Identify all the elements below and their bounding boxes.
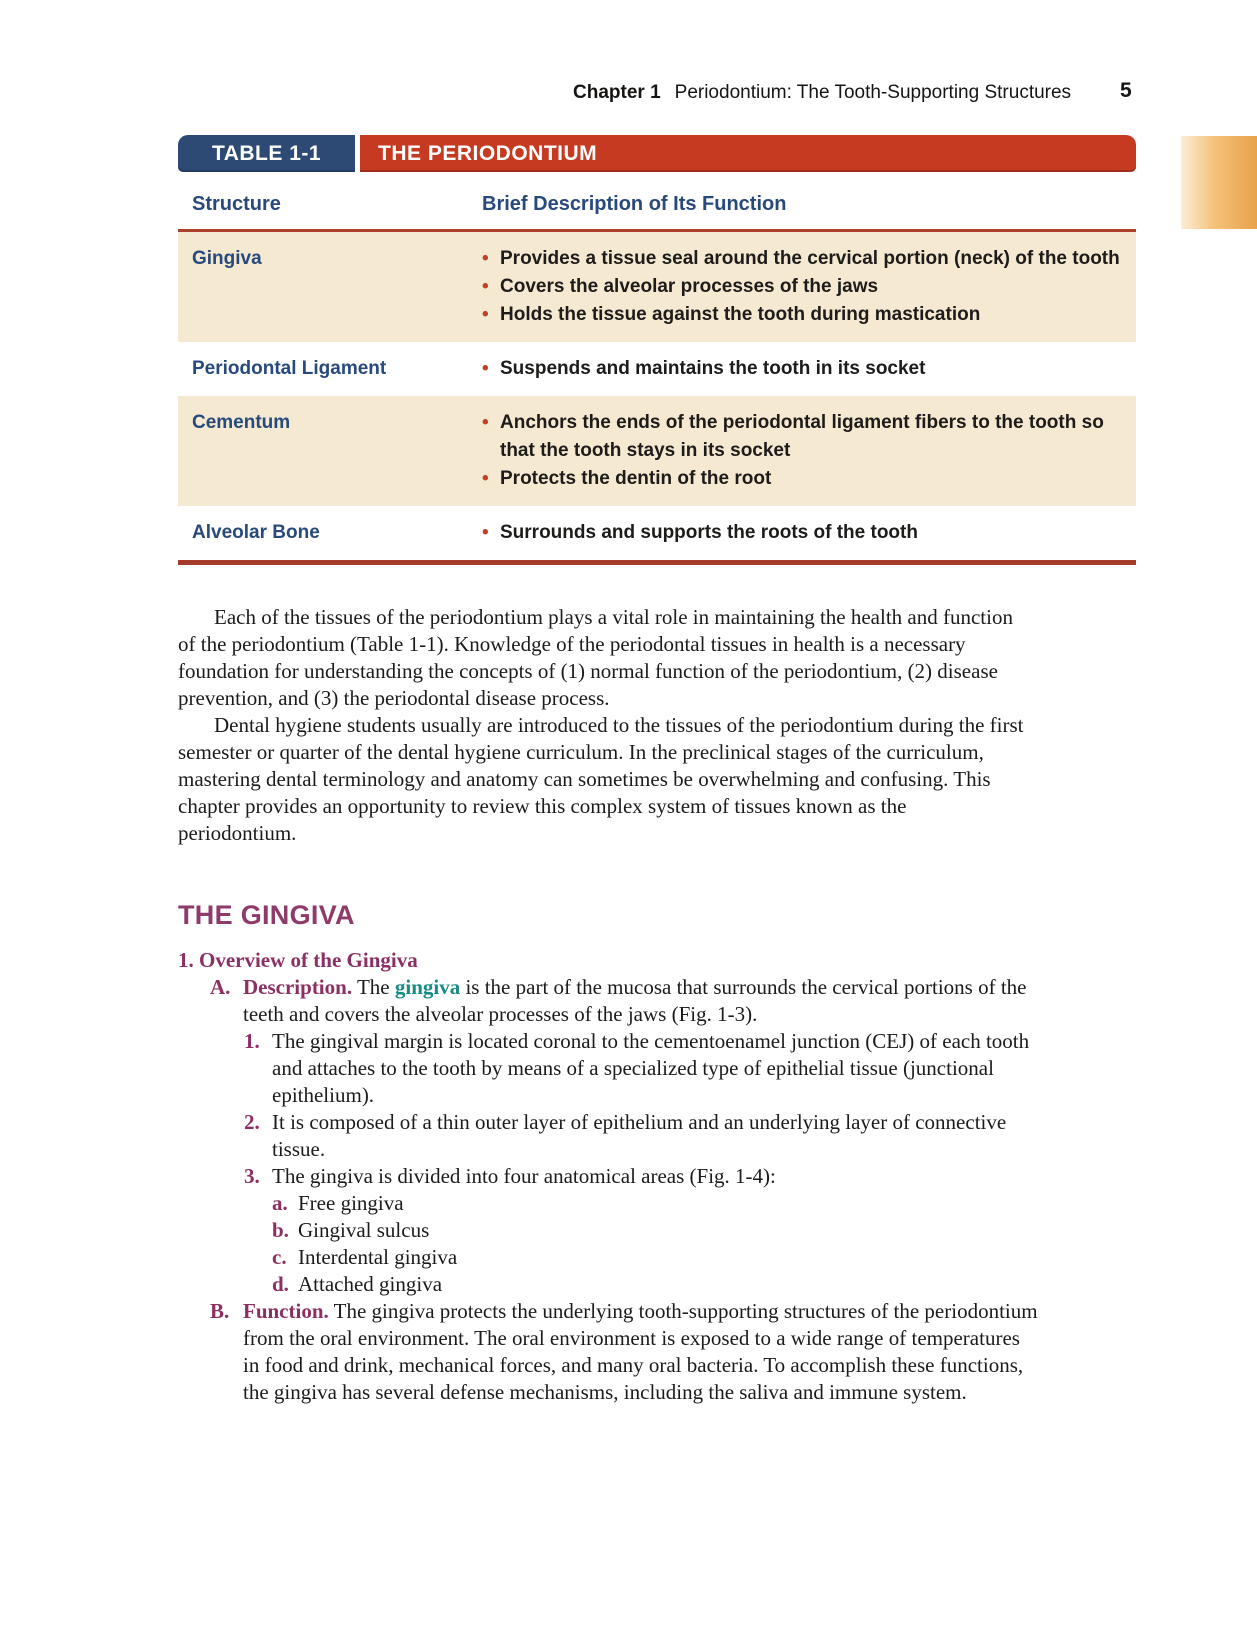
outline-title: Overview of the Gingiva	[199, 948, 418, 972]
outline-marker: a.	[272, 1191, 288, 1215]
bullet-item	[482, 409, 1122, 465]
outline-item-B	[210, 1298, 1040, 1406]
bullet-text: Anchors the ends of the periodontal ligament fibers to the tooth so that the tooth stays in its socket	[500, 412, 1104, 461]
chapter-label: Chapter 1	[573, 82, 661, 103]
outline-label: Function.	[243, 1299, 329, 1323]
outline-subitem-1	[244, 1028, 1040, 1109]
outline-text: Attached gingiva	[298, 1272, 443, 1296]
description-cell	[482, 355, 1122, 383]
bullet-icon: •	[482, 412, 489, 433]
outline-marker: d.	[272, 1272, 289, 1296]
outline-subitem-3	[244, 1163, 1040, 1190]
outline-text: It is composed of a thin outer layer of epithelium and an underlying layer of connective tissue.	[272, 1110, 1007, 1161]
outline-marker: 1.	[244, 1029, 260, 1053]
outline-text: The	[356, 975, 390, 999]
outline-marker: A.	[210, 975, 231, 999]
outline-marker: 2.	[244, 1110, 260, 1134]
column-header-description: Brief Description of Its Function	[482, 193, 787, 215]
paragraph: Each of the tissues of the periodontium plays a vital role in maintaining the health and function of the periodontium (Table 1-1). Knowledge of the periodontal tissues in health is a necessary foundation for understanding the concepts of (1) normal function of the periodontium, (2) disease prevention, and (3) the periodontal disease process.	[178, 605, 1013, 710]
outline-area-c	[272, 1244, 1040, 1271]
table-header-bar	[178, 135, 1136, 172]
outline-text: The gingival margin is located coronal to the cementoenamel junction (CEJ) of each tooth and attaches to the tooth by means of a specialized type of epithelial tissue (junctional epithelium).	[272, 1029, 1030, 1107]
outline-content	[243, 1298, 1040, 1406]
bullet-item	[482, 355, 1122, 383]
bullet-icon: •	[482, 276, 489, 297]
table-row	[178, 342, 1136, 396]
structure-cell: Alveolar Bone	[192, 522, 320, 543]
table-row	[178, 396, 1136, 506]
page-number: 5	[1120, 79, 1132, 102]
outline-marker: B.	[210, 1299, 230, 1323]
outline-area-b	[272, 1217, 1040, 1244]
bullet-item	[482, 301, 1122, 329]
outline-area-d	[272, 1271, 1040, 1298]
outline-text: is the part of the mucosa that surrounds the cervical portions of the teeth and covers the alveolar processes of the jaws (Fig. 1-3).	[243, 975, 1027, 1026]
outline-label: Description.	[243, 975, 353, 999]
bullet-text: Surrounds and supports the roots of the tooth	[500, 522, 918, 543]
bullet-item	[482, 519, 1122, 547]
outline-marker: c.	[272, 1245, 287, 1269]
outline-text: The gingiva protects the underlying tooth-supporting structures of the periodontium from the oral environment. The oral environment is exposed to a wide range of temperatures in food and drink, mechanical forces, and many oral bacteria. To accomplish these functions, the gingiva has several defense mechanisms, including the saliva and immune system.	[243, 1299, 1038, 1404]
bullet-icon: •	[482, 468, 489, 489]
table-1-1	[178, 135, 1136, 565]
table-title: THE PERIODONTIUM	[360, 135, 1136, 172]
column-header-structure: Structure	[192, 193, 281, 215]
outline-marker: b.	[272, 1218, 289, 1242]
bullet-icon: •	[482, 248, 489, 269]
table-column-headers	[178, 172, 1136, 229]
description-cell	[482, 245, 1122, 329]
gingiva-section	[178, 900, 1040, 1406]
bullet-item	[482, 245, 1122, 273]
table-bottom-rule	[178, 560, 1136, 565]
bullet-text: Covers the alveolar processes of the jaws	[500, 276, 879, 297]
outline-content	[243, 974, 1040, 1028]
outline-text: Gingival sulcus	[298, 1218, 430, 1242]
table-row	[178, 232, 1136, 342]
outline-item-1	[178, 947, 1040, 974]
structure-cell: Gingiva	[192, 248, 262, 269]
outline-subitem-2	[244, 1109, 1040, 1163]
outline-text: The gingiva is divided into four anatomical areas (Fig. 1-4):	[272, 1164, 776, 1188]
section-heading: THE GINGIVA	[178, 900, 355, 930]
outline-marker: 1.	[178, 948, 194, 972]
paragraph: Dental hygiene students usually are introduced to the tissues of the periodontium during the first semester or quarter of the dental hygiene curriculum. In the preclinical stages of the curriculum, mastering dental terminology and anatomy can sometimes be overwhelming and confusing. This chapter provides an opportunity to review this complex system of tissues known as the periodontium.	[178, 713, 1024, 845]
structure-cell: Periodontal Ligament	[192, 358, 387, 379]
page-edge-tab	[1181, 136, 1257, 229]
structure-cell: Cementum	[192, 412, 291, 433]
term-gingiva: gingiva	[394, 975, 461, 999]
description-cell	[482, 519, 1122, 547]
bullet-item	[482, 273, 1122, 301]
bullet-item	[482, 465, 1122, 493]
outline	[178, 947, 1040, 1406]
description-cell	[482, 409, 1122, 493]
outline-text: Free gingiva	[298, 1191, 404, 1215]
bullet-icon: •	[482, 358, 489, 379]
table-tag: TABLE 1-1	[178, 135, 355, 172]
bullet-text: Suspends and maintains the tooth in its socket	[500, 358, 926, 379]
bullet-text: Protects the dentin of the root	[500, 468, 772, 489]
outline-area-a	[272, 1190, 1040, 1217]
outline-text: Interdental gingiva	[298, 1245, 458, 1269]
chapter-title: Periodontium: The Tooth-Supporting Structures	[674, 82, 1072, 103]
outline-item-A	[210, 974, 1040, 1028]
running-head	[573, 82, 1071, 104]
table-row	[178, 506, 1136, 560]
bullet-icon: •	[482, 304, 489, 325]
outline-marker: 3.	[244, 1164, 260, 1188]
bullet-text: Holds the tissue against the tooth during mastication	[500, 304, 981, 325]
bullet-icon: •	[482, 522, 489, 543]
bullet-text: Provides a tissue seal around the cervical portion (neck) of the tooth	[500, 248, 1120, 269]
body-text	[178, 604, 1024, 847]
